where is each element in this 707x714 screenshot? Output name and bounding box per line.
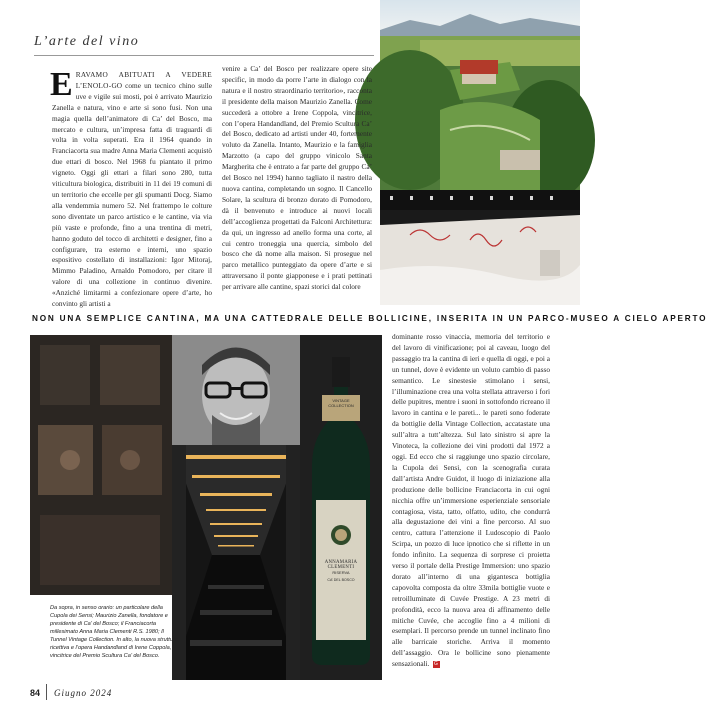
photo-handandland-sculpture [380,190,580,305]
bottle-image [300,335,382,680]
page-number: 84 [30,688,41,698]
bottle-small-label: CA’ DEL BOSCO [327,578,355,582]
article-column-3-text: dominante rosso vinaccia, memoria del territorio e del lavoro di vinificazione; poi al caveau, luogo del passaggio tra la cantina di ieri e quella di oggi, e poi a un tunnel, dove è evidente un voluto cambio di passo semantico. Le sinestesie stimolano i sensi, l’illuminazione crea una volta stellata attraverso i fori delle pupitres, mentre i suoni in sottofondo ricreano il lavoro in cantina e le pareti... le pareti sono foderate da bottiglie della Vintage Collection, accatastate una sull’altra a tutt’altezza. Sul lato sinistro si apre la Vinoteca, la collezione dei vini prodotti dal 1972 a oggi. Ed ecco che si raggiunge uno spazio circolare, la Cupola dei Sensi, con la scenografia curata dall’artista Andre Guidot, il luogo di iniziazione alla produzione delle bollicine Franciacorta in cui ogni nicchia offre un’immersione esperienziale sensoriale contagiosa, vista, tatto, olfatto, udito, che condurrà alla degustazione dei vini a fine percorso. Al suo centro, cattura l’attenzione il Ludoscopio di Paolo Scirpa, un pozzo di luce ipnotico che si riflette in un fondo infinito. La sequenza di sorprese ci proietta verso il portale della Prestige Immersion: uno spazio dorato all’interno di una gigantesca bottiglia capovolta composta da oltre 33mila bottiglie vuote e retroilluminate di Cuvée Prestige. A 23 metri di profondità, ecco la nuova area di affinamento delle mitiche Cuvée, che accoglie fino a 4 milioni di esemplari. Il percorso prende un tunnel inclinato fino alle barricaie storiche. Arriva il momento dell’assaggio. Ora le bollicine sono pienamente sensazionali. [392,332,550,669]
photo-cupola-dei-sensi [30,335,172,595]
photo-aerial-estate [380,0,580,190]
issue-date: Giugno 2024 [54,688,113,698]
article-dropcap: E [50,66,73,103]
tagline-banner: NON UNA SEMPLICE CANTINA, MA UNA CATTEDRALE DELLE BOLLICINE, INSERITA IN UN PARCO-MUSEO A CIELO APERTO [32,314,707,323]
bottle-brand-label: ANNAMARIA CLEMENTI [324,560,358,570]
article-end-mark: G [434,661,438,668]
article-column-1-text: GO come un tecnico chino sulle uve e vigile sui mosti, poi è arrivato Maurizio Zanella e natura, vino e arte si sono fusi. Non una magia quella dell’animatore di Ca’ del Bosco, ma mercato e cultura, un’impresa fatta di traguardi di volta in volta superati. Era il 1964 quando in Franciacorta sua madre Anna Maria Clementi acquistò due ettari di bosco. Nel 1968 fu piantato il primo vigneto. Oggi gli ettari a filari sono 280, tutta viticultura biologica, distribuiti in 11 dei 19 comuni di un territorio che eccelle per gli spumanti Docg. Siamo alla vendemmia numero 52. Nel frattempo le colture sono diventate un parco artistico e le cantine, via via più vaste e profonde, fino a una trentina di metri, hanno goduto del tocco di architetti e designer, fino a configurare, tra esterno e interni, uno spazio espositivo costellato di installazioni: Igor Mitoraj, Mimmo Paladino, Arnaldo Pomodoro, per citare il valore di una collezione in continuo divenire. «Anziché limitarmi a confezionare opere d’arte, ho convinto gli artisti a [52,80,212,309]
photo-caption: Da sopra, in senso orario: un particolare della Cupola dei Sensi; Maurizio Zanella, fondatore e presidente di Ca’ del Bosco; il Franciacorta millesimato Anna Maria Clementi R.S. 1980; Il Tunnel Vintage Collection. In alto, la nuova struttura ricettiva e l’opera Handandland di Irene Coppola, vincitrice del Premio Scultura Ca’ del Bosco. [50,605,178,659]
photo-portrait-zanella [172,335,300,445]
sculpture-image [380,190,580,305]
portrait-image [172,335,300,445]
article-column-3 [392,332,550,670]
article-column-1 [50,66,212,310]
tunnel-image [172,445,300,680]
aerial-estate-image [380,0,580,190]
bottle-sub-label: RISERVA [332,570,350,575]
bottle-top-label: VINTAGE COLLECTION [328,398,354,408]
section-title: L’arte del vino [34,34,140,49]
article-column-2: venire a Ca’ del Bosco per realizzare opere site specific, in modo da porre l’arte in dialogo con la natura e il nostro straordinario territorio», racconta il presidente della maison Maurizio Zanella. Come succederà a ottobre a Irene Coppola, vincitrice, con l’opera Handandland, del Premio Scultura Ca’ del Bosco, dedicato ad artisti under 40, fortemente voluto da Zanella. Intanto, Maurizio e la famiglia Marzotto (a capo del gruppo vinicolo Santa Margherita che è entrato a far parte del gruppo Ca’ del Bosco nel 1994) hanno tagliato il nastro della nuova cantina, completando un sogno. Il Cancello Solare, la scultura di bronzo dorato di Pomodoro, dà il benvenuto e introduce ai nuovi locali dell’accoglienza progettati da Falconi Architettura: da qui, un ingresso ad anello forma una corte, al cui centro troneggia una quercia, simbolo del bosco che dà nome alla maison. Si prosegue nel parco metallico punteggiato da opere d’arte e si attraversano il ponte giapponese e i prati pettinati per arrivare alle cantine, spazi storici dal colore [222,64,372,292]
article-lead: RAVAMO ABITUATI A VEDERE L’ENOLO- [75,70,212,90]
cupola-image [30,335,172,595]
photo-bottle-annamaria-clementi [300,335,382,680]
footer-rule [46,684,47,700]
header-rule [34,55,374,56]
photo-tunnel-vintage-collection [172,445,300,680]
